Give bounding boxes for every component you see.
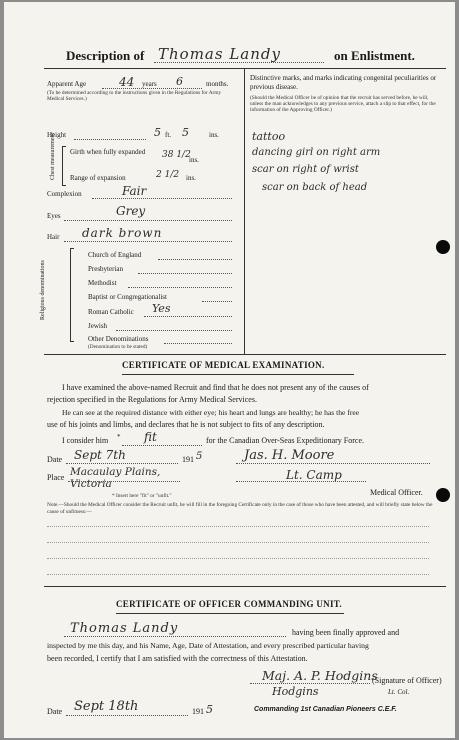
medical-date-value: Sept 7th [74,448,126,462]
title-underline [44,68,446,69]
rel-dots-5 [144,316,232,317]
height-ins-label: ins. [209,131,219,139]
commanding-heading-rule [116,613,344,614]
religion-baptist: Baptist or Congregationalist [88,293,167,301]
medical-year-suffix: 5 [196,451,203,462]
consider-label: I consider him [62,436,109,445]
girth-ins: ins. [189,156,199,164]
rel-dots-6 [116,330,232,331]
unfit-line-1 [47,526,429,527]
title-right: on Enlistment. [334,48,415,63]
fit-dots [122,445,202,446]
medical-heading-rule [122,374,354,375]
range-ins: ins. [186,174,196,182]
consider-marker: * [117,433,121,441]
rank-dots [236,481,366,482]
commanding-line1: having been finally approved and [292,628,400,637]
religion-label: Religious denominations [40,260,46,320]
attestation-page [4,2,455,738]
complexion-dots [92,198,232,199]
rel-dots-2 [138,273,232,274]
medical-date-label: Date [47,455,63,464]
range-value: 2 1/2 [156,170,180,180]
hair-value: dark brown [82,226,163,240]
column-divider [244,68,245,354]
medical-heading: CERTIFICATE OF MEDICAL EXAMINATION. [122,360,325,370]
age-dots [102,88,202,89]
rel-dots-4 [202,301,232,302]
height-label: Height [47,131,67,139]
ft-label: ft. [165,131,172,139]
medical-para1-line2: rejection specified in the Regulations for Army Medical Services. [47,395,257,404]
years-label: years [142,80,157,88]
commanding-date-label: Date [47,707,63,716]
place-label: Place [47,473,65,482]
medical-para2-line2: use of his joints and limbs, and declares that he is not subject to fits of any description. [47,420,325,429]
for-text: for the Canadian Over-Seas Expeditionary Force. [206,436,365,445]
range-label: Range of expansion [70,174,126,182]
months-label: months. [206,80,229,88]
commanding-sig-dots [250,683,370,684]
signature-of-officer-label: (Signature of Officer) [372,676,442,685]
height-dots [74,139,146,140]
commanding-line2: inspected by me this day, and his Name, Age, Date of Attestation, and every prescribed particular having [47,641,369,650]
hair-label: Hair [47,233,60,241]
commanding-name: Thomas Landy [70,621,179,636]
height-ft: 5 [154,126,161,139]
commanding-date-dots [66,715,188,716]
title-left: Description of [66,48,145,63]
unfit-line-4 [47,574,429,575]
religion-methodist: Methodist [88,279,117,287]
place-dots [68,481,180,482]
denomination-note: (Denomination to be stated) [88,344,148,350]
medical-officer-label: Medical Officer. [370,488,423,497]
girth-value: 38 1/2 [162,150,191,160]
medical-year-prefix: 191 [182,455,194,464]
eyes-dots [64,220,232,221]
hair-dots [64,241,232,242]
punch-hole-top [436,240,450,254]
religion-roman-catholic: Roman Catholic [88,308,134,316]
unfit-line-3 [47,558,429,559]
commanding-line3: been recorded, I certify that I am satisfied with the correctness of this Attestation. [47,654,308,663]
medical-note: Note.—Should the Medical Officer consider the Recruit unfit, he will fill in the foregoing Certificate only in the case of those who have been attested, and will briefly state below the cause of unfitness:— [47,502,433,515]
marks-heading: Distinctive marks, and marks indicating congenital peculiarities or previous disease. [250,74,437,91]
complexion-value: Fair [122,184,147,198]
medical-signature: Jas. H. Moore [244,448,335,463]
commanding-year-suffix: 5 [206,703,213,716]
marks-note: (Should the Medical Officer be of opinion that the recruit has served before, he will, unless the man acknowledges to any previous service, attach a slip to that effect, for the information of the Approving Officer.) [250,95,436,113]
mark-line-4: scar on back of head [262,182,368,193]
name-line [154,62,324,63]
religion-jewish: Jewish [88,322,108,330]
girth-label: Girth when fully expanded [70,148,146,156]
insert-note: * Insert here "fit" or "unfit." [112,493,172,499]
commanding-year-prefix: 191 [192,707,204,716]
religion-other: Other Denominations [88,335,149,343]
recruit-name: Thomas Landy [158,45,281,63]
eyes-label: Eyes [47,212,61,220]
age-label: Apparent Age [47,80,87,88]
religion-presbyterian: Presbyterian [88,265,123,273]
rel-dots-3 [128,287,232,288]
rel-dots-7 [164,343,232,344]
fit-value: fit [144,430,157,444]
chest-brace [62,146,66,186]
religion-brace [70,248,74,342]
commanding-heading: CERTIFICATE OF OFFICER COMMANDING UNIT. [116,599,342,609]
unfit-line-2 [47,542,429,543]
mark-line-3: scar on right of wrist [252,164,359,175]
mark-line-1: tattoo [252,130,286,143]
section-divider-2 [44,586,446,587]
rel-dots-1 [158,259,232,260]
age-note: (To be determined according to the instructions given in the Regulations for Army Medical Services.) [47,90,222,102]
place-value: Macaulay Plains, Victoria [70,466,161,490]
commanding-date-value: Sept 18th [74,699,139,714]
chest-label: Chest measurement [50,132,56,180]
stamp-commanding: Commanding 1st Canadian Pioneers C.E.F. [254,706,397,713]
stamp-scribble: Hodgins [272,685,319,698]
height-in: 5 [182,126,189,139]
complexion-label: Complexion [47,190,82,198]
medical-para1-line1: I have examined the above-named Recruit and find that he does not present any of the causes of [62,383,369,392]
medical-rank: Lt. Camp [286,468,342,482]
medical-date-dots [66,463,178,464]
eyes-value: Grey [116,204,146,218]
age-years: 44 [119,75,135,89]
stamp-lt-col: Lt. Col. [388,688,410,696]
medical-sig-dots [236,463,430,464]
medical-para2-line1: He can see at the required distance with either eye; his heart and lungs are healthy; he has the free [62,408,360,417]
commanding-name-dots [64,636,286,637]
punch-hole-bottom [436,488,450,502]
roman-catholic-mark: Yes [152,302,171,315]
mark-line-2: dancing girl on right arm [252,147,381,158]
religion-church-of-england: Church of England [88,251,142,259]
section-divider-1 [44,354,446,355]
age-months: 6 [176,75,183,88]
commanding-signature: Maj. A. P. Hodgins [262,668,378,683]
